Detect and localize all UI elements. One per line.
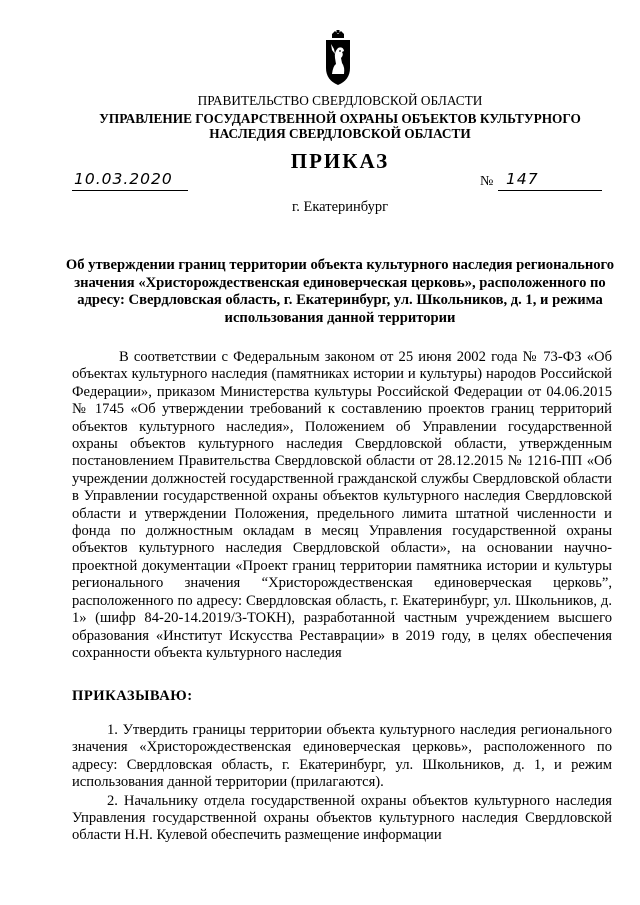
order-item-2: 2. Начальнику отдела государственной охраны объектов культурного наследия Управления государственной охраны объектов культурного наследия Свердловской области Н.Н. Кулевой обеспечить размещение информации: [72, 792, 612, 844]
document-type-title: ПРИКАЗ: [290, 149, 390, 173]
department-name: УПРАВЛЕНИЕ ГОСУДАРСТВЕННОЙ ОХРАНЫ ОБЪЕКТОВ КУЛЬТУРНОГО НАСЛЕДИЯ СВЕРДЛОВСКОЙ ОБЛАСТИ: [99, 111, 581, 141]
number-field: [498, 170, 602, 191]
order-subject: Об утверждении границ территории объекта культурного наследия регионального значения «Христорождественская единоверческая церковь», расположенного по адресу: Свердловская область, г. Екатеринбург, ул. Школьников, д. 1, и режима использования данной территории: [65, 257, 615, 326]
city-name: г. Екатеринбург: [291, 199, 389, 215]
order-item-1: 1. Утвердить границы территории объекта культурного наследия регионального значения «Христорождественская единоверческая церковь», расположенного по адресу: Свердловская область, г. Екатеринбург, ул. Школьников, д. 1, и режим использования данной территории (прилагаются).: [72, 722, 612, 791]
order-number: 147: [506, 170, 539, 188]
order-items: [72, 722, 612, 846]
number-label: №: [480, 174, 494, 189]
date-field: [72, 170, 188, 191]
preamble-block: [72, 349, 612, 662]
order-directive-word: ПРИКАЗЫВАЮ:: [72, 688, 193, 704]
government-name: ПРАВИТЕЛЬСТВО СВЕРДЛОВСКОЙ ОБЛАСТИ: [197, 93, 483, 108]
preamble-paragraph: В соответствии с Федеральным законом от 25 июня 2002 года № 73-ФЗ «Об объектах культурного наследия (памятниках истории и культуры) народов Российской Федерации», приказом Министерства культуры Российской Федерации от 04.06.2015 № 1745 «Об утверждении требований к составлению проектов границ территорий объектов культурного наследия», Положением об Управлении государственной охраны объектов культурного наследия Свердловской области, утвержденным постановлением Правительства Свердловской области от 28.12.2015 № 1216-ПП «Об учреждении должностей государственной гражданской службы Свердловской области в Управлении государственной охраны объектов культурного наследия Свердловской области и утверждении Положения, предельного лимита штатной численности и фонда по должностным окладам в месяц Управления государственной охраны объектов культурного наследия Свердловской области», на основании научно-проектной документации «Проект границ территории памятника истории и культуры регионального значения “Христорождественская единоверческая церковь”, расположенного по адресу: Свердловская область, г. Екатеринбург, ул. Школьников, д. 1» (шифр 84-20-14.2019/3-ТОКН), разработанной частным учреждением высшего образования «Институт Искусства Реставрации» в 2019 году, в целях обеспечения сохранности объекта культурного наследия: [72, 349, 612, 661]
order-date: 10.03.2020: [74, 170, 173, 188]
coat-of-arms-icon: [323, 30, 353, 86]
